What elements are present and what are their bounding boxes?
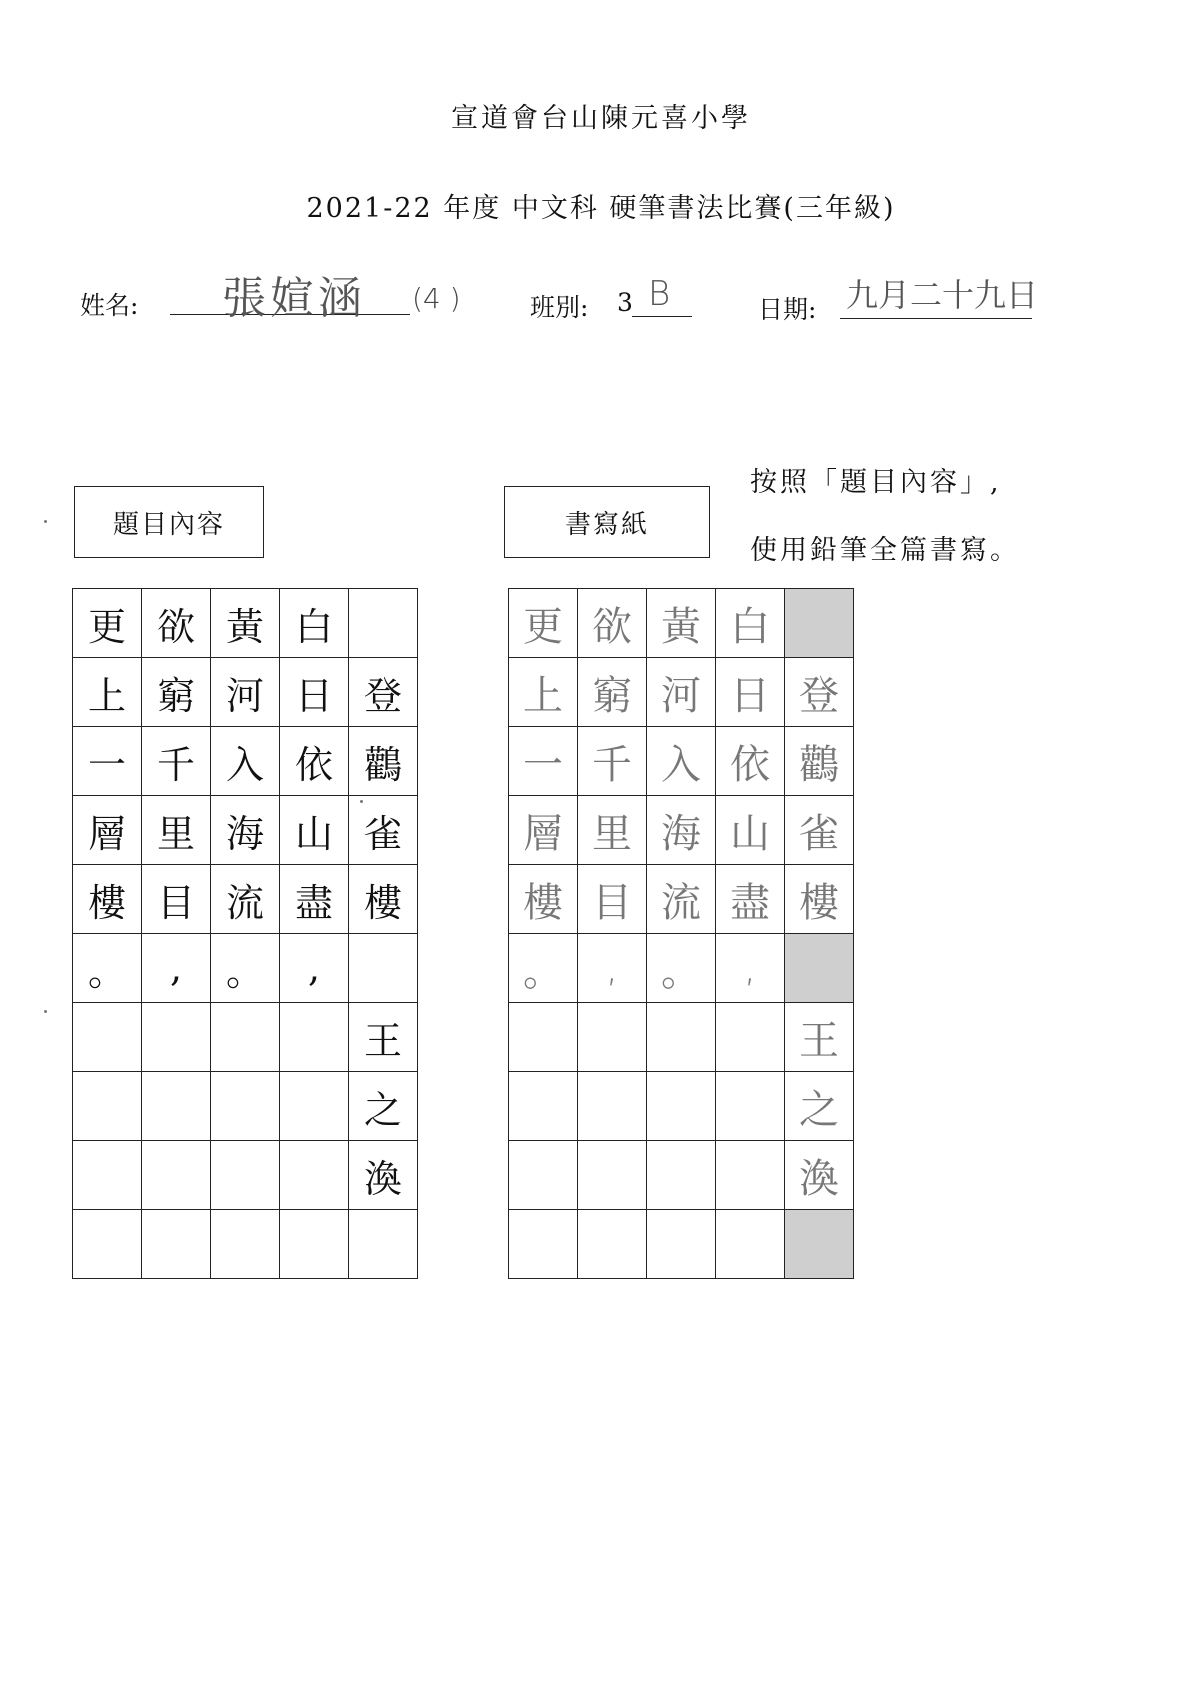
source-grid-cell xyxy=(280,1003,349,1072)
writing-grid-cell: 里 xyxy=(578,796,647,865)
source-grid-cell xyxy=(142,1141,211,1210)
writing-grid-cell xyxy=(785,1210,854,1279)
school-name: 宣道會台山陳元喜小學 xyxy=(451,103,751,134)
writing-paper-grid xyxy=(508,588,854,1279)
source-grid-cell: 層 xyxy=(73,796,142,865)
source-grid-cell: 雀 xyxy=(349,796,418,865)
source-grid-cell xyxy=(349,934,418,1003)
date-field xyxy=(840,266,1039,319)
writing-grid-cell xyxy=(509,1141,578,1210)
grid-row xyxy=(73,658,418,727)
source-grid-cell: 一 xyxy=(73,727,142,796)
writing-grid-cell xyxy=(647,1141,716,1210)
source-grid-cell: 渙 xyxy=(349,1141,418,1210)
source-grid-cell: , xyxy=(280,934,349,1003)
source-grid-cell: 。 xyxy=(211,934,280,1003)
writing-grid-cell: 海 xyxy=(647,796,716,865)
name-label: 姓名: xyxy=(80,291,139,320)
source-grid-cell: 欲 xyxy=(142,589,211,658)
writing-grid-cell: 雀 xyxy=(785,796,854,865)
source-grid-cell xyxy=(280,1072,349,1141)
scan-speck xyxy=(44,1010,47,1013)
source-grid-cell: 上 xyxy=(73,658,142,727)
grid-row xyxy=(73,727,418,796)
name-value: 張媗涵 xyxy=(222,273,366,324)
source-grid-cell: 流 xyxy=(211,865,280,934)
writing-grid-cell: 依 xyxy=(716,727,785,796)
source-grid-cell: 鸛 xyxy=(349,727,418,796)
date-label: 日期: xyxy=(758,295,817,324)
source-grid-cell: 窮 xyxy=(142,658,211,727)
writing-grid-cell: 上 xyxy=(509,658,578,727)
writing-grid-cell: 千 xyxy=(578,727,647,796)
source-grid-cell: 目 xyxy=(142,865,211,934)
grid-row xyxy=(509,589,854,658)
writing-grid-cell xyxy=(509,1072,578,1141)
writing-grid-cell xyxy=(647,1072,716,1141)
grid-row xyxy=(509,796,854,865)
source-grid-cell xyxy=(211,1003,280,1072)
class-prefix: 3 xyxy=(617,288,633,317)
source-grid-cell: , xyxy=(142,934,211,1003)
writing-grid-cell: 樓 xyxy=(509,865,578,934)
writing-grid-cell: 山 xyxy=(716,796,785,865)
source-grid-cell xyxy=(211,1072,280,1141)
grid-row xyxy=(509,934,854,1003)
source-grid-cell xyxy=(280,1210,349,1279)
source-grid-cell xyxy=(73,1210,142,1279)
writing-grid-cell: 層 xyxy=(509,796,578,865)
grid-row xyxy=(509,1003,854,1072)
grid-row xyxy=(509,1141,854,1210)
source-grid-cell: 白 xyxy=(280,589,349,658)
writing-grid-cell: 目 xyxy=(578,865,647,934)
grid-row xyxy=(73,1072,418,1141)
source-grid-cell: 日 xyxy=(280,658,349,727)
writing-grid-cell xyxy=(509,1003,578,1072)
grid-row xyxy=(73,1210,418,1279)
writing-grid-cell xyxy=(716,1210,785,1279)
class-field xyxy=(632,272,692,317)
writing-grid-cell: 樓 xyxy=(785,865,854,934)
grid-row xyxy=(509,658,854,727)
grid-row xyxy=(73,1003,418,1072)
writing-grid-cell xyxy=(716,1003,785,1072)
writing-grid-cell xyxy=(785,589,854,658)
source-grid-cell: 。 xyxy=(73,934,142,1003)
source-grid-cell: 黃 xyxy=(211,589,280,658)
source-grid-cell: 登 xyxy=(349,658,418,727)
source-grid-cell: 千 xyxy=(142,727,211,796)
source-grid-cell xyxy=(280,1141,349,1210)
writing-grid-cell: 更 xyxy=(509,589,578,658)
source-content-grid xyxy=(72,588,418,1279)
source-grid-cell: 河 xyxy=(211,658,280,727)
grid-row xyxy=(509,865,854,934)
instruction-line-2: 使用鉛筆全篇書寫。 xyxy=(750,535,1020,566)
source-grid-cell: 更 xyxy=(73,589,142,658)
class-number: (4 ) xyxy=(412,282,461,315)
writing-grid-cell xyxy=(647,1210,716,1279)
writing-grid-cell: 入 xyxy=(647,727,716,796)
grid-row xyxy=(73,865,418,934)
writing-grid-cell: 流 xyxy=(647,865,716,934)
writing-grid-cell: 王 xyxy=(785,1003,854,1072)
writing-paper-label: 書寫紙 xyxy=(504,486,710,558)
writing-grid-cell: 河 xyxy=(647,658,716,727)
writing-grid-cell: 白 xyxy=(716,589,785,658)
source-grid-cell xyxy=(211,1141,280,1210)
source-grid-cell: 依 xyxy=(280,727,349,796)
source-grid-cell xyxy=(142,1072,211,1141)
writing-grid-cell: 登 xyxy=(785,658,854,727)
source-grid-cell xyxy=(142,1003,211,1072)
source-grid-cell: 樓 xyxy=(73,865,142,934)
writing-grid-cell: , xyxy=(716,934,785,1003)
writing-grid-cell: 日 xyxy=(716,658,785,727)
writing-grid-cell xyxy=(578,1003,647,1072)
source-grid-cell: 山 xyxy=(280,796,349,865)
grid-row xyxy=(509,727,854,796)
writing-grid-cell xyxy=(716,1141,785,1210)
writing-grid-cell xyxy=(509,1210,578,1279)
competition-title: 2021-22 年度 中文科 硬筆書法比賽(三年級) xyxy=(306,193,896,224)
writing-grid-cell: 。 xyxy=(509,934,578,1003)
date-value: 九月二十九日 xyxy=(846,276,1039,314)
source-grid-cell: 樓 xyxy=(349,865,418,934)
source-grid-cell: 海 xyxy=(211,796,280,865)
source-grid-cell xyxy=(142,1210,211,1279)
writing-grid-cell: 欲 xyxy=(578,589,647,658)
writing-grid-cell: 之 xyxy=(785,1072,854,1141)
source-grid-cell xyxy=(349,1210,418,1279)
writing-grid-cell: 窮 xyxy=(578,658,647,727)
writing-grid-cell xyxy=(647,1003,716,1072)
writing-grid-cell: 一 xyxy=(509,727,578,796)
source-grid-cell xyxy=(211,1210,280,1279)
source-grid-cell xyxy=(73,1072,142,1141)
source-grid-cell: 之 xyxy=(349,1072,418,1141)
grid-row xyxy=(509,1210,854,1279)
source-grid-cell: 盡 xyxy=(280,865,349,934)
grid-row xyxy=(73,934,418,1003)
instruction-line-1: 按照「題目內容」, xyxy=(750,467,1002,498)
source-grid-cell: 王 xyxy=(349,1003,418,1072)
writing-grid-cell xyxy=(578,1072,647,1141)
source-content-label: 題目內容 xyxy=(74,486,264,558)
writing-grid-cell xyxy=(716,1072,785,1141)
grid-row xyxy=(73,1141,418,1210)
grid-row xyxy=(73,796,418,865)
scan-speck xyxy=(44,520,47,523)
writing-grid-cell: , xyxy=(578,934,647,1003)
source-grid-cell xyxy=(73,1141,142,1210)
source-grid-cell: 里 xyxy=(142,796,211,865)
grid-row xyxy=(73,589,418,658)
writing-grid-cell: 渙 xyxy=(785,1141,854,1210)
class-value: B xyxy=(648,274,671,314)
writing-grid-cell xyxy=(785,934,854,1003)
source-grid-cell: 入 xyxy=(211,727,280,796)
scan-speck xyxy=(360,800,363,803)
source-grid-cell xyxy=(73,1003,142,1072)
writing-grid-cell xyxy=(578,1141,647,1210)
class-label: 班別: xyxy=(530,293,589,322)
writing-grid-cell: 盡 xyxy=(716,865,785,934)
writing-grid-cell: 。 xyxy=(647,934,716,1003)
name-field xyxy=(170,266,410,324)
writing-grid-cell: 鸛 xyxy=(785,727,854,796)
writing-grid-cell xyxy=(578,1210,647,1279)
source-grid-cell xyxy=(349,589,418,658)
writing-grid-cell: 黃 xyxy=(647,589,716,658)
grid-row xyxy=(509,1072,854,1141)
